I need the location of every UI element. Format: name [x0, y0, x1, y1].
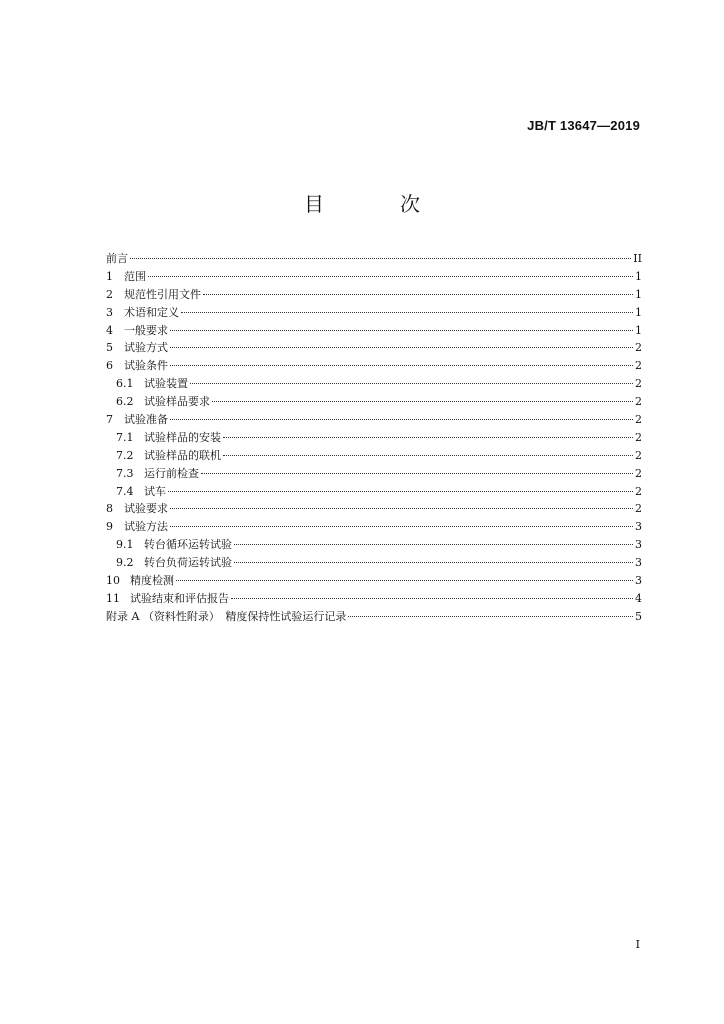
dot-leader	[223, 455, 633, 456]
toc-entry[interactable]	[106, 483, 642, 501]
toc-entry-page: 3	[635, 520, 642, 534]
toc-entry[interactable]	[106, 590, 642, 608]
toc-entry-page: 5	[635, 609, 642, 623]
toc-entry-page: 2	[635, 466, 642, 480]
toc-entry-label: 试验要求	[124, 502, 168, 516]
toc-entry-label: 范围	[124, 269, 146, 283]
toc-entry[interactable]	[106, 393, 642, 411]
toc-entry-number: 10	[106, 574, 120, 588]
dot-leader	[234, 562, 633, 563]
toc-entry-number: 7.3	[116, 466, 134, 480]
toc-entry-number: 9	[106, 520, 113, 534]
toc-entry-page: 2	[635, 484, 642, 498]
toc-entry[interactable]	[106, 554, 642, 572]
toc-entry-label: 试验样品的联机	[144, 448, 221, 462]
toc-entry-page: 2	[635, 359, 642, 373]
toc-entry[interactable]	[106, 411, 642, 429]
toc-entry-label: 精度检测	[130, 574, 174, 588]
dot-leader	[234, 544, 633, 545]
toc-entry[interactable]	[106, 608, 642, 626]
toc-entry[interactable]	[106, 518, 642, 536]
toc-entry-page: 4	[635, 591, 642, 605]
toc-entry-number: 6.1	[116, 377, 134, 391]
toc-entry-number: 7.2	[116, 448, 134, 462]
toc-entry-label: 运行前检查	[144, 466, 199, 480]
toc-entry-label: 附录 A （资料性附录） 精度保持性试验运行记录	[106, 609, 347, 623]
toc-entry-page: 3	[635, 556, 642, 570]
toc-entry-number: 9.1	[116, 538, 134, 552]
toc-entry-number: 7.4	[116, 484, 134, 498]
toc-entry-page: 2	[635, 377, 642, 391]
dot-leader	[170, 365, 633, 366]
toc-entry-page: 2	[635, 395, 642, 409]
toc-entry-label: 前言	[106, 252, 128, 265]
toc-entry-number: 6.2	[116, 395, 134, 409]
toc-entry-label: 试验准备	[124, 413, 168, 427]
toc-entry[interactable]	[106, 500, 642, 518]
toc-entry-number: 5	[106, 341, 113, 355]
toc-entry-page: 2	[635, 448, 642, 462]
toc-entry-label: 试验结束和评估报告	[130, 591, 229, 605]
dot-leader	[190, 383, 633, 384]
dot-leader	[170, 508, 633, 509]
toc-entry[interactable]	[106, 304, 642, 322]
toc-entry-label: 试验样品要求	[144, 395, 210, 409]
dot-leader	[181, 312, 633, 313]
toc-entry-number: 11	[106, 591, 120, 605]
toc-entry[interactable]	[106, 286, 642, 304]
dot-leader	[176, 580, 633, 581]
toc-entry[interactable]	[106, 357, 642, 375]
toc-entry-label: 试验条件	[124, 359, 168, 373]
toc-entry-page: 1	[635, 269, 642, 283]
toc-entry-label: 试验装置	[144, 377, 188, 391]
toc-entry-page: 2	[635, 341, 642, 355]
toc-title: 目 次	[304, 192, 448, 216]
toc-entry-number: 6	[106, 359, 113, 373]
dot-leader	[231, 598, 633, 599]
toc-entry-page: 1	[635, 305, 642, 319]
dot-leader	[201, 473, 633, 474]
toc-entry-label: 术语和定义	[124, 305, 179, 319]
dot-leader	[203, 294, 633, 295]
toc-entry[interactable]	[106, 339, 642, 357]
toc-entry-number: 4	[106, 323, 113, 337]
dot-leader	[170, 330, 633, 331]
toc-entry-number: 1	[106, 269, 113, 283]
standard-code: JB/T 13647—2019	[527, 118, 640, 133]
dot-leader	[130, 258, 631, 259]
toc-entry[interactable]	[106, 536, 642, 554]
dot-leader	[168, 491, 633, 492]
toc-entry-page: 2	[635, 413, 642, 427]
toc-entry-label: 转台负荷运转试验	[144, 556, 232, 570]
toc-entry-page: 3	[635, 538, 642, 552]
dot-leader	[348, 616, 633, 617]
toc-entry[interactable]	[106, 429, 642, 447]
toc-entry[interactable]	[106, 268, 642, 286]
toc-entry-number: 7	[106, 413, 113, 427]
table-of-contents	[106, 250, 642, 626]
page-number: I	[635, 938, 640, 951]
toc-entry[interactable]	[106, 447, 642, 465]
toc-entry[interactable]	[106, 250, 642, 268]
toc-entry-page: 1	[635, 287, 642, 301]
toc-entry-number: 7.1	[116, 430, 134, 444]
toc-entry-page: 2	[635, 430, 642, 444]
toc-entry-page: 2	[635, 502, 642, 516]
toc-entry-page: II	[633, 252, 642, 265]
toc-entry-label: 转台循环运转试验	[144, 538, 232, 552]
toc-entry-number: 2	[106, 287, 113, 301]
toc-entry-label: 试验方式	[124, 341, 168, 355]
dot-leader	[170, 347, 633, 348]
toc-entry-label: 试验样品的安装	[144, 430, 221, 444]
toc-entry-label: 一般要求	[124, 323, 168, 337]
toc-entry[interactable]	[106, 375, 642, 393]
toc-entry-number: 9.2	[116, 556, 134, 570]
toc-entry[interactable]	[106, 322, 642, 340]
toc-entry[interactable]	[106, 465, 642, 483]
dot-leader	[223, 437, 633, 438]
dot-leader	[212, 401, 633, 402]
dot-leader	[170, 419, 633, 420]
toc-entry[interactable]	[106, 572, 642, 590]
dot-leader	[148, 276, 633, 277]
dot-leader	[170, 526, 633, 527]
toc-entry-page: 3	[635, 574, 642, 588]
toc-entry-number: 3	[106, 305, 113, 319]
toc-entry-number: 8	[106, 502, 113, 516]
toc-entry-label: 试车	[144, 484, 166, 498]
toc-entry-page: 1	[635, 323, 642, 337]
toc-entry-label: 规范性引用文件	[124, 287, 201, 301]
toc-entry-label: 试验方法	[124, 520, 168, 534]
